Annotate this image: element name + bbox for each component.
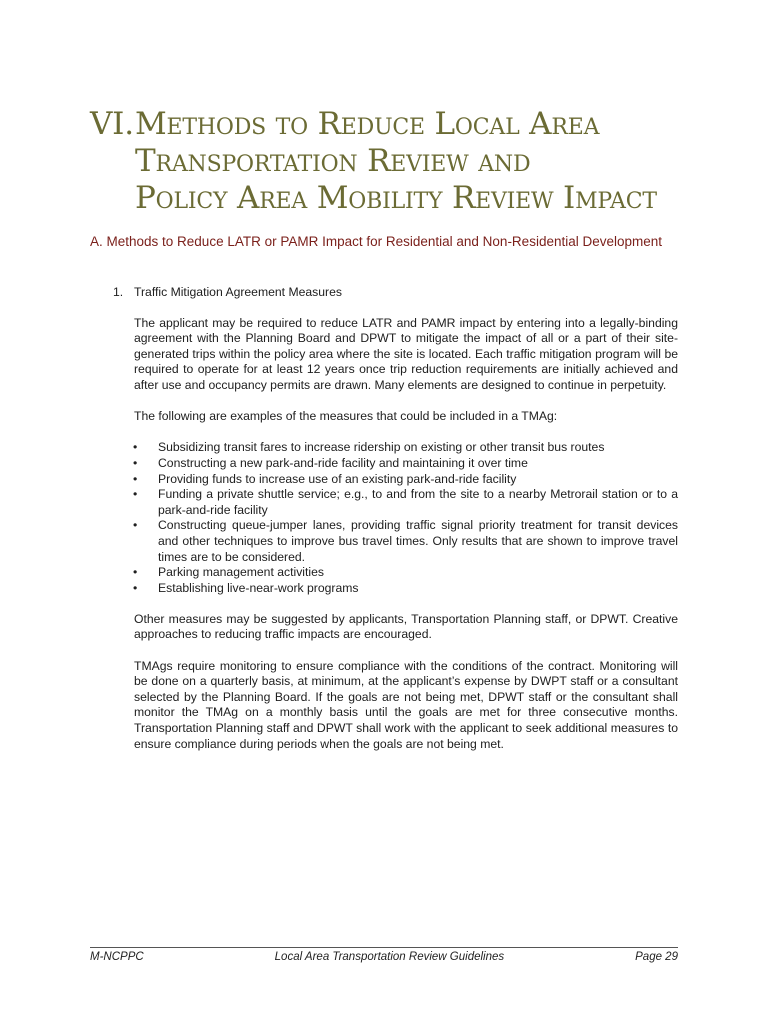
chapter-title-line-2: Transportation Review and <box>135 143 531 179</box>
chapter-title-line-3: Policy Area Mobility Review Impact <box>135 180 657 216</box>
chapter-number: VI. <box>90 106 134 142</box>
chapter-title-line-1: VI.Methods to Reduce Local Area <box>90 106 600 142</box>
list-item: • Constructing queue-jumper lanes, providing traffic signal priority treatment for transit devices and other techniques to improve bus travel times. Only results that are shown to improve travel times are to be considered. <box>90 518 678 565</box>
measures-list <box>90 440 678 596</box>
item-number: 1. <box>113 285 124 299</box>
section-heading: A. Methods to Reduce LATR or PAMR Impact for Residential and Non-Residential Development <box>90 234 663 249</box>
list-item: • Providing funds to increase use of an existing park-and-ride facility <box>90 472 678 488</box>
chapter-title <box>90 106 710 217</box>
numbered-item-heading <box>90 285 678 301</box>
footer-document-title: Local Area Transportation Review Guidelines <box>274 951 505 963</box>
main-content <box>90 285 678 768</box>
footer-organization: M-NCPPC <box>90 951 144 963</box>
paragraph-agreement: The applicant may be required to reduce LATR and PAMR impact by entering into a legally-binding agreement with the Planning Board and DPWT to mitigate the impact of all or a part of their site-generated trips within the policy area where the site is located. Each traffic mitigation program will be required to operate for at least 12 years once trip reduction requirements are initially achieved and after use and occupancy permits are drawn. Many elements are designed to continue in perpetuity. <box>134 315 678 392</box>
paragraph-other-measures: Other measures may be suggested by applicants, Transportation Planning staff, or DPWT. Creative approaches to reducing traffic impacts are encouraged. <box>134 611 678 642</box>
list-item: • Subsidizing transit fares to increase ridership on existing or other transit bus routes <box>90 440 678 456</box>
item-title: Traffic Mitigation Agreement Measures <box>134 285 342 299</box>
page-number: Page 29 <box>635 951 678 963</box>
list-item: • Establishing live-near-work programs <box>90 581 678 597</box>
list-item: • Parking management activities <box>90 565 678 581</box>
list-item: • Funding a private shuttle service; e.g., to and from the site to a nearby Metrorail station or to a park-and-ride facility <box>90 487 678 518</box>
list-item: • Constructing a new park-and-ride facility and maintaining it over time <box>90 456 678 472</box>
page-footer <box>90 947 678 963</box>
paragraph-examples-intro: The following are examples of the measures that could be included in a TMAg: <box>134 409 558 424</box>
paragraph-monitoring: TMAgs require monitoring to ensure compliance with the conditions of the contract. Monitoring will be done on a quarterly basis, at minimum, at the applicant’s expense by DWPT staff or a consultant selected by the Planning Board. If the goals are not being met, DPWT staff or the consultant shall monitor the TMAg on a monthly basis until the goals are met for three consecutive months. Transportation Planning staff and DPWT shall work with the applicant to seek additional measures to ensure compliance during periods when the goals are not being met. <box>134 658 678 751</box>
